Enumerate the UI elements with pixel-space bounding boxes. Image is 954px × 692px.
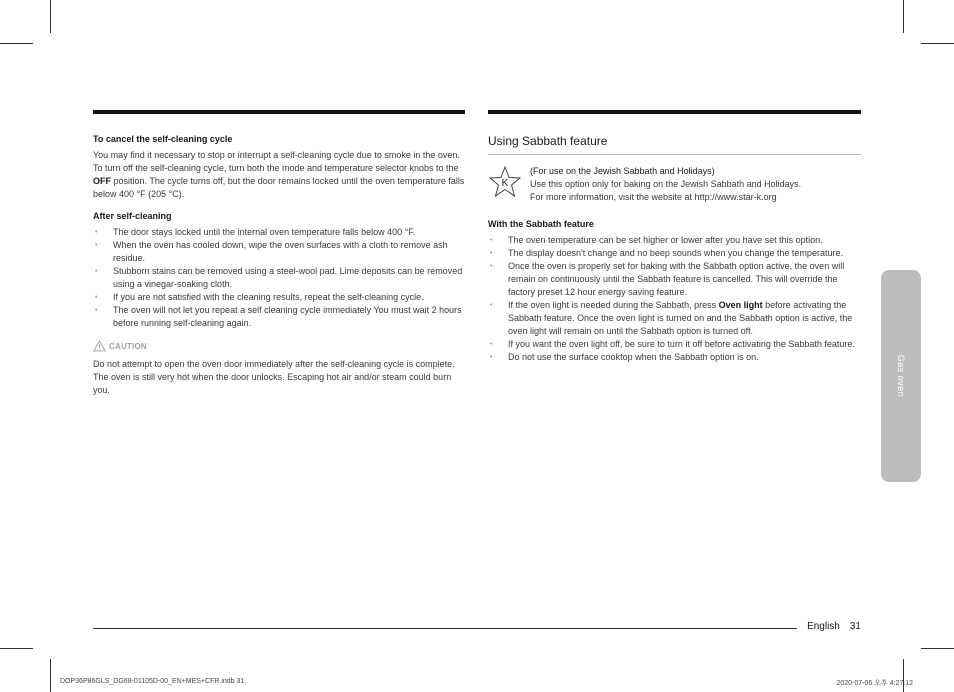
kosher-note: [488, 165, 861, 204]
kosher-text: [530, 165, 801, 204]
caution-label-row: [93, 340, 465, 352]
warning-icon: [93, 340, 106, 352]
list-item: • If you are not satisfied with the cleaning results, repeat the self-cleaning cycle.: [93, 291, 465, 304]
with-sabbath-heading: With the Sabbath feature: [488, 219, 594, 229]
right-column: [488, 110, 861, 364]
cancel-heading: To cancel the self-cleaning cycle: [93, 134, 233, 144]
page-number: 31: [849, 621, 861, 632]
kosher-line: (For use on the Jewish Sabbath and Holidays): [530, 166, 715, 176]
list-item: • The oven will not let you repeat a self cleaning cycle immediately You must wait 2 hours before running self-cleaning again.: [93, 304, 465, 330]
print-slug-date: 2020-07-06 오후 4:27:12: [836, 680, 913, 687]
left-top-rule: [93, 110, 465, 114]
page-footer: [807, 621, 861, 632]
left-column: [93, 110, 465, 397]
list-item: • The door stays locked until the internal oven temperature falls below 400 °F.: [93, 226, 465, 239]
after-heading: After self-cleaning: [93, 211, 172, 221]
list-item: • The oven temperature can be set higher or lower after you have set this option.: [488, 234, 861, 247]
footer-language: English: [807, 621, 840, 632]
right-top-rule: [488, 110, 861, 114]
caution-label: CAUTION: [109, 341, 147, 351]
list-item: • Once the oven is properly set for baking with the Sabbath option active, the oven will remain on continuously until the Sabbath feature is cancelled. This will override the factory preset 12 hour energy saving feature.: [488, 260, 861, 299]
svg-text:K: K: [501, 178, 509, 189]
section-title: Using Sabbath feature: [488, 134, 861, 155]
oven-light-keyword: Oven light: [718, 300, 763, 310]
side-tab-label: Gas oven: [896, 354, 906, 398]
list-item: • Do not use the surface cooktop when the Sabbath option is on.: [488, 351, 861, 364]
footer-rule: [93, 628, 797, 629]
cancel-paragraph: You may find it necessary to stop or interrupt a self-cleaning cycle due to smoke in the oven. To turn off the self-cleaning cycle, turn both the mode and temperature selector knobs to the OFF position. The cycle turns off, but the door remains locked until the oven temperature falls below 400 °F (205 °C).: [93, 150, 465, 199]
star-k-icon: [488, 165, 522, 199]
sabbath-list: [488, 234, 861, 364]
kosher-line: Use this option only for baking on the Jewish Sabbath and Holidays.: [530, 179, 802, 189]
section-side-tab: [881, 270, 921, 482]
list-item: • Stubborn stains can be removed using a steel-wool pad. Lime deposits can be removed using a vinegar-soaking cloth.: [93, 265, 465, 291]
off-keyword: OFF: [93, 176, 111, 186]
after-list: [93, 226, 465, 330]
list-item: • If you want the oven light off, be sure to turn it off before activating the Sabbath feature.: [488, 338, 861, 351]
kosher-line: For more information, visit the website at http://www.star-k.org: [530, 192, 777, 202]
list-item: • When the oven has cooled down, wipe the oven surfaces with a cloth to remove ash residue.: [93, 239, 465, 265]
list-item: • If the oven light is needed during the Sabbath, press Oven light before activating the Sabbath feature. Once the oven light is turned on and the Sabbath option is active, the oven light will remain on until the Sabbath option is turned off.: [488, 299, 861, 338]
caution-text: Do not attempt to open the oven door immediately after the self-cleaning cycle is complete. The oven is still very hot when the door unlocks. Escaping hot air and/or steam could burn you.: [93, 359, 455, 395]
print-slug-file: DOP36P86GLS_DG68-01105D-00_EN+MES+CFR.indb 31: [60, 678, 245, 685]
list-item: • The display doesn't change and no beep sounds when you change the temperature.: [488, 247, 861, 260]
